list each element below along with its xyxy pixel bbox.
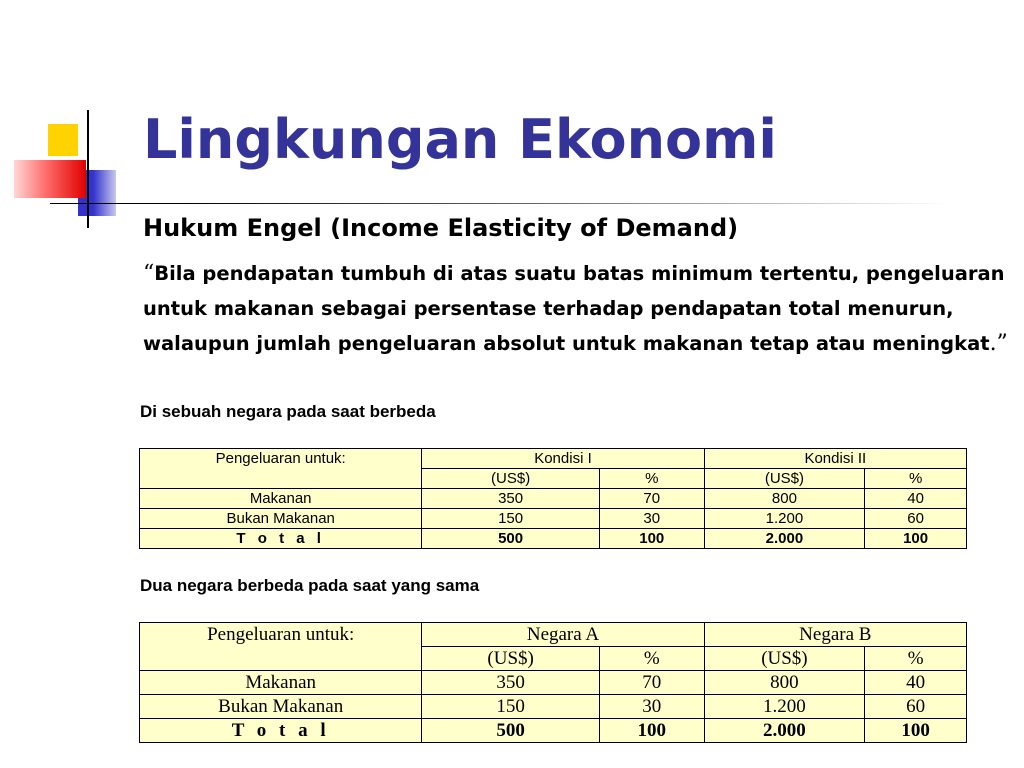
header-cell-group2: Kondisi II [704, 449, 966, 469]
slide-subtitle: Hukum Engel (Income Elasticity of Demand) [143, 214, 739, 242]
table-header-row [140, 623, 967, 647]
cell-value: 70 [599, 671, 704, 695]
header-cell-group1: Negara A [422, 623, 704, 647]
page-title: Lingkungan Ekonomi [143, 108, 777, 171]
engel-quote [143, 256, 1023, 361]
cell-value: 1.200 [704, 695, 865, 719]
decor-vertical-line [87, 110, 89, 228]
header-cell-group1: Kondisi I [422, 449, 704, 469]
cell-value: 60 [865, 509, 967, 529]
header-cell-category: Pengeluaran untuk: [140, 623, 422, 671]
table-row [140, 489, 967, 509]
row-label: Makanan [140, 671, 422, 695]
total-value: 100 [865, 529, 967, 549]
cell-value: 150 [422, 695, 600, 719]
quote-open-mark: “ [143, 261, 155, 286]
cell-value: 150 [422, 509, 600, 529]
row-label: Bukan Makanan [140, 509, 422, 529]
cell-value: 350 [422, 671, 600, 695]
decor-title-underline [50, 203, 950, 204]
total-value: 2.000 [704, 529, 865, 549]
table1-caption: Di sebuah negara pada saat berbeda [140, 402, 436, 421]
table-total-row [140, 529, 967, 549]
row-label: Makanan [140, 489, 422, 509]
quote-text: Bila pendapatan tumbuh di atas suatu batas minimum tertentu, pengeluaran untuk makanan sebagai persentase terhadap pendapatan total menurun, walaupun jumlah pengeluaran absolut untuk makanan tetap atau meningkat [143, 262, 1005, 355]
header-cell-category: Pengeluaran untuk: [140, 449, 422, 489]
table-total-row [140, 719, 967, 743]
subheader-cell: % [599, 469, 704, 489]
subheader-cell: (US$) [422, 469, 600, 489]
quote-close-mark: .” [989, 331, 1008, 356]
cell-value: 40 [865, 671, 967, 695]
cell-value: 350 [422, 489, 600, 509]
subheader-cell: % [865, 647, 967, 671]
subheader-cell: (US$) [704, 469, 865, 489]
total-value: 2.000 [704, 719, 865, 743]
cell-value: 60 [865, 695, 967, 719]
table-row [140, 509, 967, 529]
cell-value: 1.200 [704, 509, 865, 529]
subheader-cell: (US$) [422, 647, 600, 671]
table-row [140, 671, 967, 695]
total-label: T o t a l [140, 529, 422, 549]
decor-yellow-square [48, 124, 78, 156]
table-kondisi [139, 448, 967, 549]
decor-red-bar [14, 160, 86, 198]
table-header-row [140, 449, 967, 469]
row-label: Bukan Makanan [140, 695, 422, 719]
total-value: 100 [865, 719, 967, 743]
total-label: T o t a l [140, 719, 422, 743]
table-row [140, 695, 967, 719]
subheader-cell: % [865, 469, 967, 489]
table-negara [139, 622, 967, 743]
table2-caption: Dua negara berbeda pada saat yang sama [140, 576, 480, 595]
cell-value: 40 [865, 489, 967, 509]
cell-value: 800 [704, 489, 865, 509]
subheader-cell: % [599, 647, 704, 671]
cell-value: 800 [704, 671, 865, 695]
cell-value: 70 [599, 489, 704, 509]
total-value: 100 [599, 529, 704, 549]
header-cell-group2: Negara B [704, 623, 966, 647]
total-value: 500 [422, 719, 600, 743]
total-value: 100 [599, 719, 704, 743]
cell-value: 30 [599, 695, 704, 719]
total-value: 500 [422, 529, 600, 549]
subheader-cell: (US$) [704, 647, 865, 671]
cell-value: 30 [599, 509, 704, 529]
